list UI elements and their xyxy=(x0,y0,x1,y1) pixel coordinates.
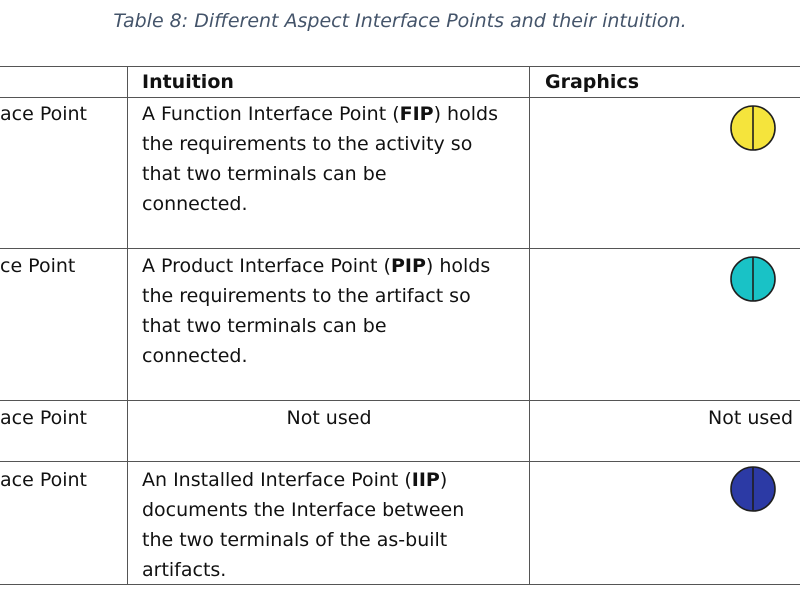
row-intuition-fip xyxy=(142,99,498,219)
table-caption: Table 8: Different Aspect Interface Points and their intuition. xyxy=(113,10,687,32)
intuition-text: ) holds xyxy=(425,255,491,277)
intuition-text: the requirements to the artifact so xyxy=(142,285,471,307)
column-divider xyxy=(529,66,530,585)
intuition-text: connected. xyxy=(142,345,248,367)
row-name-pip: ce Point xyxy=(0,255,76,277)
abbreviation-pip: PIP xyxy=(390,255,426,277)
table-header-divider xyxy=(0,97,800,98)
intuition-text: connected. xyxy=(142,193,248,215)
intuition-text: that two terminals can be xyxy=(142,163,387,185)
fip-half-circle-icon xyxy=(728,103,778,153)
intuition-text: documents the Interface between xyxy=(142,499,465,521)
intuition-text: ) holds xyxy=(433,103,498,125)
intuition-text: ) xyxy=(439,469,448,491)
table-border-top xyxy=(0,66,800,67)
abbreviation-fip: FIP xyxy=(399,103,434,125)
intuition-text: that two terminals can be xyxy=(142,315,387,337)
row-graphics-unused: Not used xyxy=(708,407,794,429)
intuition-text: An Installed Interface Point ( xyxy=(142,469,412,491)
row-name-unused: ace Point xyxy=(0,407,87,429)
row-divider xyxy=(0,400,800,401)
row-divider xyxy=(0,248,800,249)
intuition-text: A Product Interface Point ( xyxy=(142,255,391,277)
row-name-fip: ace Point xyxy=(0,103,87,125)
row-intuition-pip xyxy=(142,251,490,371)
row-name-iip: ace Point xyxy=(0,469,87,491)
iip-half-circle-icon xyxy=(728,464,778,514)
row-intuition-iip xyxy=(142,465,464,585)
intuition-text: A Function Interface Point ( xyxy=(142,103,400,125)
row-divider xyxy=(0,461,800,462)
intuition-text: the requirements to the activity so xyxy=(142,133,473,155)
abbreviation-iip: IIP xyxy=(411,469,440,491)
header-intuition: Intuition xyxy=(142,71,234,93)
header-graphics: Graphics xyxy=(545,71,639,93)
row-intuition-unused: Not used xyxy=(286,407,372,429)
intuition-text: the two terminals of the as-built xyxy=(142,529,448,551)
column-divider xyxy=(127,66,128,585)
pip-half-circle-icon xyxy=(728,254,778,304)
intuition-text: artifacts. xyxy=(142,559,227,581)
